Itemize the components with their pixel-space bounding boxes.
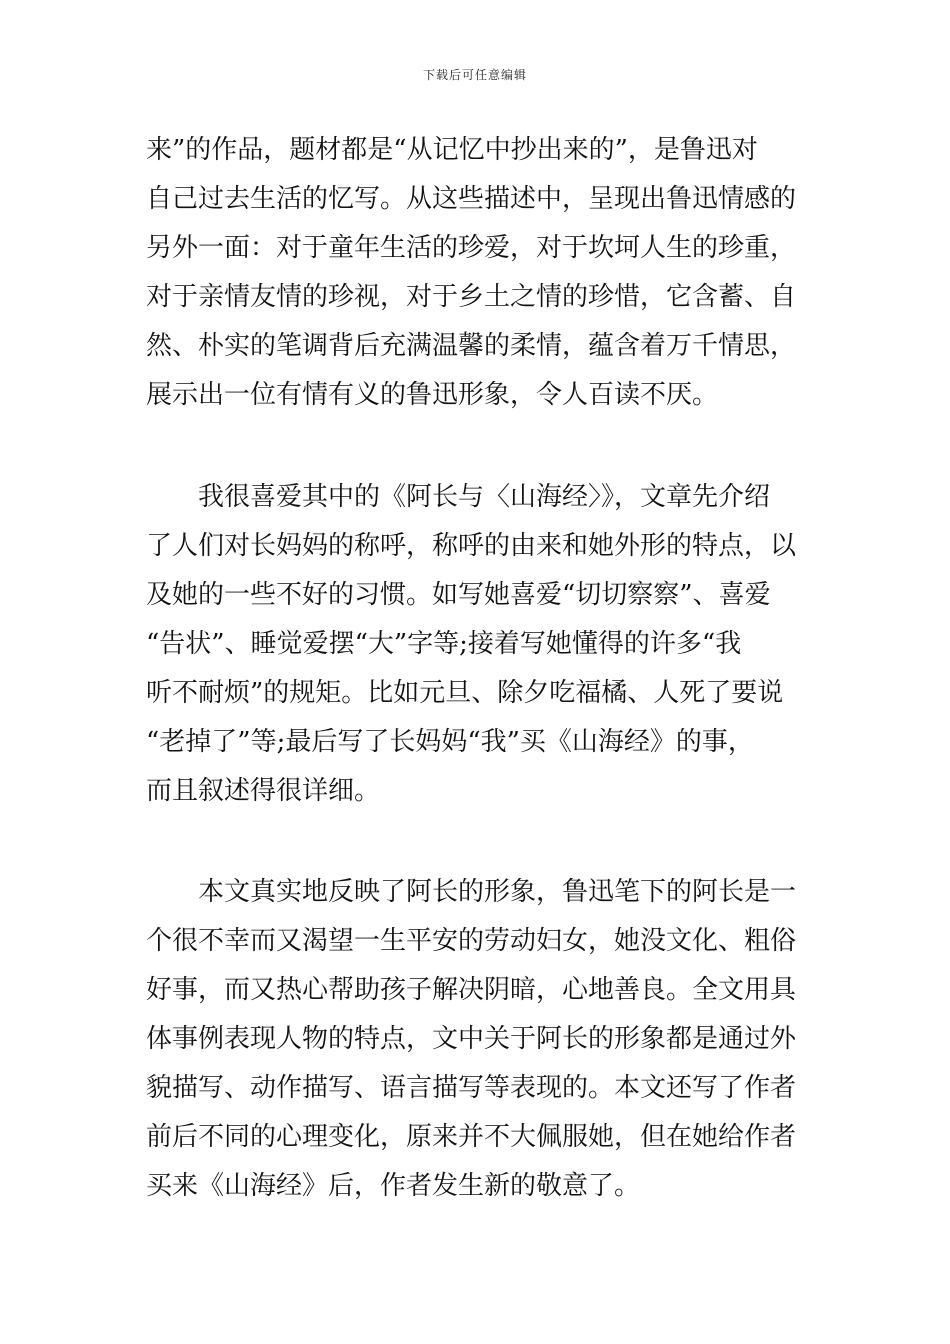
paragraph-line: 貌描写、动作描写、语言描写等表现的。本文还写了作者 — [146, 1073, 797, 1103]
paragraph-3 — [146, 868, 806, 1211]
paragraph-line: 来”的作品，题材都是“从记忆中抄出来的”，是鲁迅对 — [146, 135, 758, 165]
paragraph-line: 而且叙述得很详细。 — [146, 776, 381, 806]
paragraph-line: 买来《山海经》后，作者发生新的敬意了。 — [146, 1171, 641, 1201]
paragraph-line: 个很不幸而又渴望一生平安的劳动妇女，她没文化、粗俗 — [146, 926, 797, 956]
paragraph-2 — [146, 473, 806, 816]
paragraph-line: 展示出一位有情有义的鲁迅形象，令人百读不厌。 — [146, 380, 719, 410]
paragraph-line: 听不耐烦”的规矩。比如元旦、除夕吃福橘、人死了要说 — [146, 678, 784, 708]
paragraph-line: 好事，而又热心帮助孩子解决阴暗，心地善良。全文用具 — [146, 975, 797, 1005]
paragraph-line: 自己过去生活的忆写。从这些描述中，呈现出鲁迅情感的 — [146, 184, 797, 214]
paragraph-line: 本文真实地反映了阿长的形象，鲁迅笔下的阿长是一 — [146, 877, 797, 907]
paragraph-line: “告状”、睡觉爱摆“大”字等;接着写她懂得的许多“我 — [146, 629, 742, 659]
paragraph-line: 另外一面：对于童年生活的珍爱，对于坎坷人生的珍重， — [146, 233, 797, 263]
paragraph-line: 体事例表现人物的特点，文中关于阿长的形象都是通过外 — [146, 1024, 797, 1054]
paragraph-1 — [146, 126, 806, 420]
paragraph-line: 对于亲情友情的珍视，对于乡土之情的珍惜，它含蓄、自 — [146, 282, 797, 312]
paragraph-line: 我很喜爱其中的《阿长与〈山海经〉》，文章先介绍 — [146, 482, 771, 512]
header-note: 下载后可任意编辑 — [422, 68, 527, 82]
paragraph-line: “老掉了”等;最后写了长妈妈“我”买《山海经》的事， — [146, 727, 754, 757]
paragraph-line: 及她的一些不好的习惯。如写她喜爱“切切察察”、喜爱 — [146, 580, 771, 610]
paragraph-line: 了人们对长妈妈的称呼，称呼的由来和她外形的特点，以 — [146, 531, 797, 561]
paragraph-line: 然、朴实的笔调背后充满温馨的柔情，蕴含着万千情思， — [146, 331, 797, 361]
paragraph-line: 前后不同的心理变化，原来并不大佩服她，但在她给作者 — [146, 1122, 797, 1152]
